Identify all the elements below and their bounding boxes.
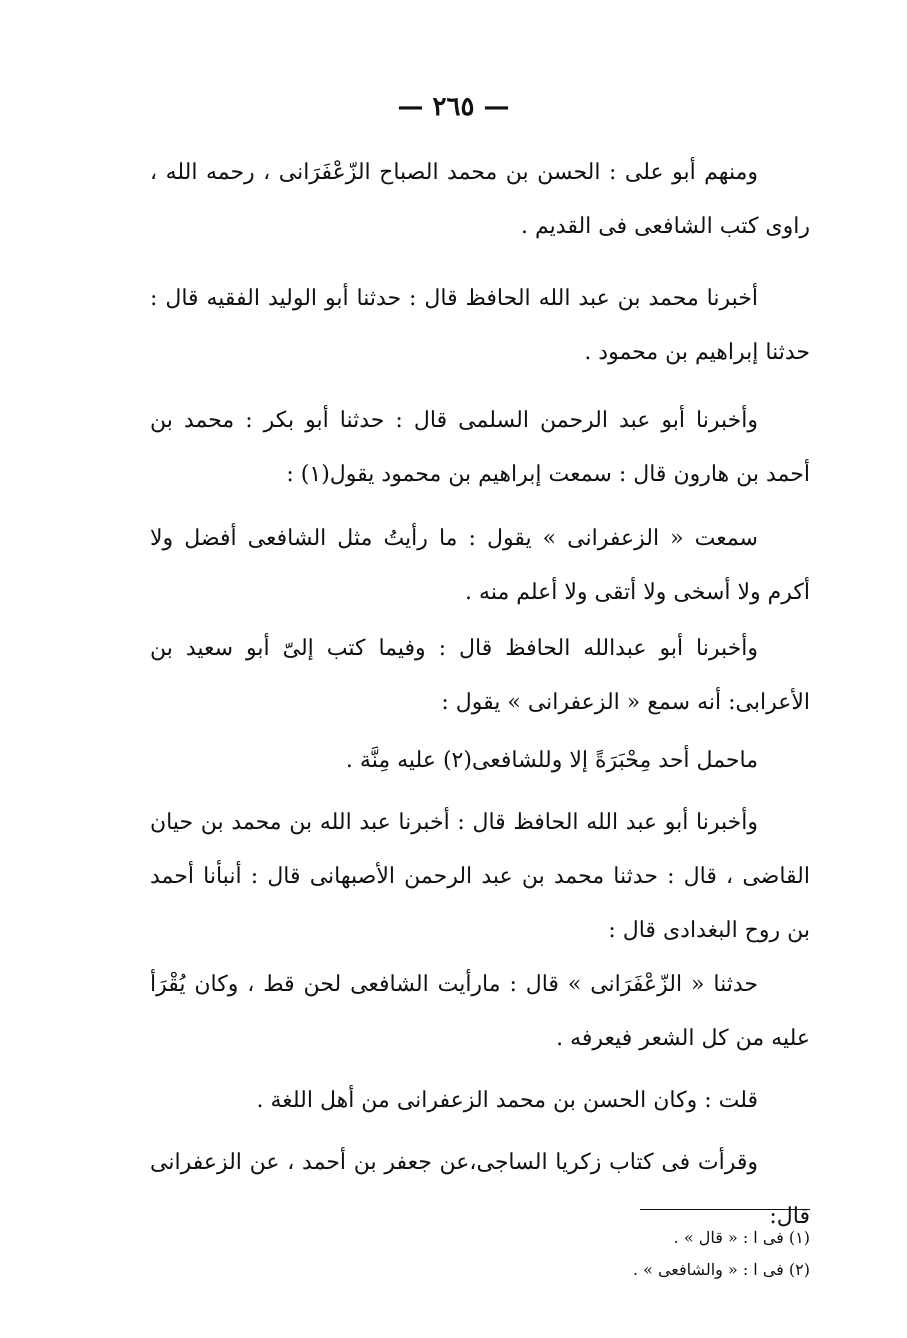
paragraph-6: ماحمل أحد مِحْبَرَةً إلا وللشافعى(٢) عليه مِنَّة . (345, 748, 758, 773)
paragraph-2: أخبرنا محمد بن عبد الله الحافظ قال : حدثنا أبو الوليد الفقيه قال : حدثنا إبراهيم بن محمود . (150, 286, 810, 365)
footnotes (540, 1222, 810, 1286)
paragraph-1: ومنهم أبو على : الحسن بن محمد الصباح الزّعْفَرَانى ، رحمه الله ، راوى كتب الشافعى فى القديم . (150, 160, 810, 239)
paragraph-10: وقرأت فى كتاب زكريا الساجى،عن جعفر بن أحمد ، عن الزعفرانى قال: (150, 1150, 810, 1229)
paragraph-9: قلت : وكان الحسن بن محمد الزعفرانى من أهل اللغة . (256, 1088, 758, 1113)
paragraph-7: وأخبرنا أبو عبد الله الحافظ قال : أخبرنا عبد الله بن محمد بن حيان القاضى ، قال : حدثنا محمد بن عبد الرحمن الأصبهانى قال : أنبأنا أحمد بن روح البغدادى قال : (150, 810, 810, 943)
paragraph-5: وأخبرنا أبو عبدالله الحافظ قال : وفيما كتب إلىّ أبو سعيد بن الأعرابى: أنه سمع « الزعفرانى » يقول : (150, 636, 810, 715)
paragraph-8: حدثنا « الزّعْفَرَانى » قال : مارأيت الشافعى لحن قط ، وكان يُقْرَأ عليه من كل الشعر فيعرفه . (150, 972, 810, 1051)
paragraph-3: وأخبرنا أبو عبد الرحمن السلمى قال : حدثنا أبو بكر : محمد بن أحمد بن هارون قال : سمعت إبراهيم بن محمود يقول(١) : (150, 408, 810, 487)
footnote-2: (٢) فى ا : « والشافعى » . (632, 1260, 810, 1279)
page-number: — ٢٦٥ — (397, 92, 510, 122)
footnote-divider (640, 1209, 810, 1210)
paragraph-4: سمعت « الزعفرانى » يقول : ما رأيتُ مثل الشافعى أفضل ولا أكرم ولا أسخى ولا أتقى ولا أعلم منه . (150, 526, 810, 605)
footnote-1: (١) فى ا : « قال » . (673, 1228, 810, 1247)
